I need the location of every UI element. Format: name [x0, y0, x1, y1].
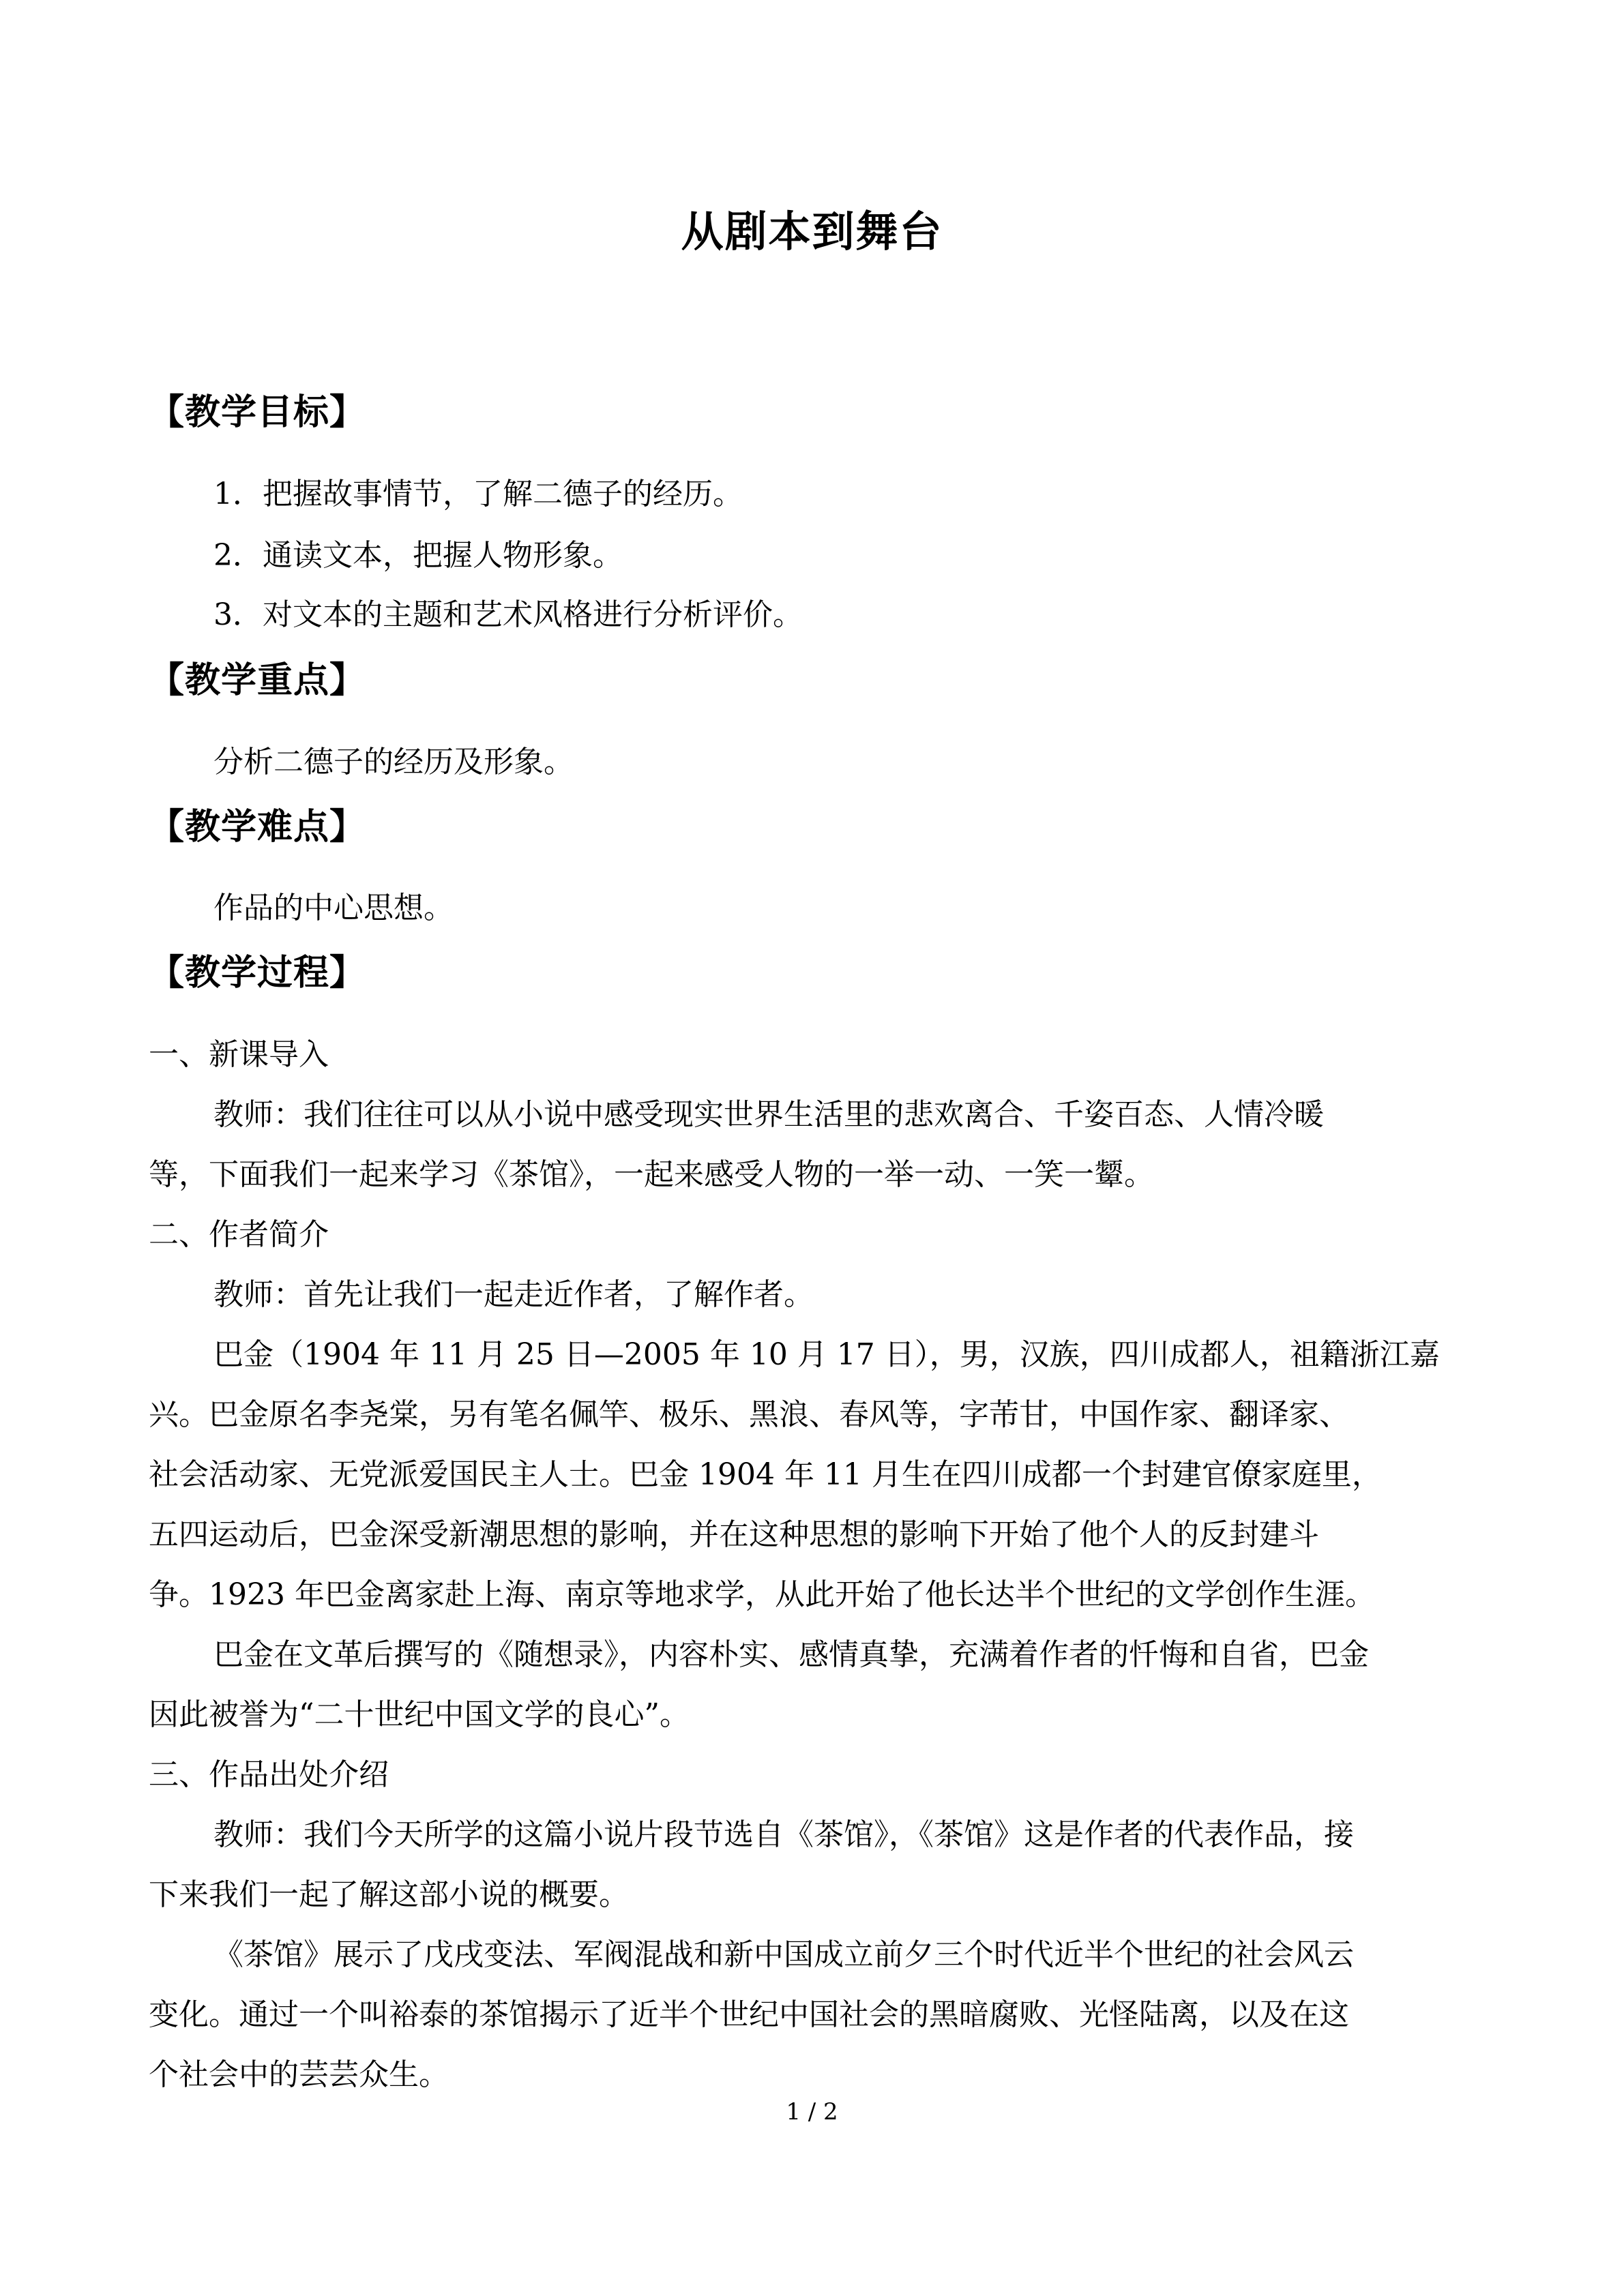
- heading-objectives: 【教学目标】: [149, 392, 366, 433]
- process-line: 巴金在文革后撰写的《随想录》，内容朴实、感情真挚，充满着作者的忏悔和自省，巴金: [213, 1637, 1369, 1672]
- process-line: 个社会中的芸芸众生。: [149, 2057, 449, 2092]
- process-line: 争。1923 年巴金离家赴上海、南京等地求学，从此开始了他长达半个世纪的文学创作生涯。: [149, 1577, 1375, 1612]
- process-subheading: 一、新课导入: [149, 1037, 329, 1072]
- heading-key-points: 【教学重点】: [149, 660, 366, 701]
- process-line: 教师：我们往往可以从小说中感受现实世界生活里的悲欢离合、千姿百态、人情冷暖: [213, 1097, 1324, 1132]
- heading-process: 【教学过程】: [149, 953, 366, 994]
- process-line: 下来我们一起了解这部小说的概要。: [149, 1877, 629, 1912]
- difficulties-text: 作品的中心思想。: [213, 891, 454, 925]
- process-line: 因此被誉为“二十世纪中国文学的良心”。: [149, 1697, 690, 1732]
- page-title: 从剧本到舞台: [681, 207, 943, 256]
- process-line: 五四运动后，巴金深受新潮思想的影响，并在这种思想的影响下开始了他个人的反封建斗: [149, 1517, 1319, 1552]
- process-line: 教师：我们今天所学的这篇小说片段节选自《茶馆》，《茶馆》这是作者的代表作品，接: [213, 1817, 1354, 1852]
- process-subheading: 二、作者简介: [149, 1217, 329, 1252]
- page-number: 1 / 2: [786, 2098, 838, 2126]
- process-line: 社会活动家、无党派爱国民主人士。巴金 1904 年 11 月生在四川成都一个封建官僚家庭里，: [149, 1457, 1382, 1492]
- objective-item: 1．把握故事情节，了解二德子的经历。: [213, 477, 743, 511]
- objective-item: 2．通读文本，把握人物形象。: [213, 538, 623, 573]
- process-line: 变化。通过一个叫裕泰的茶馆揭示了近半个世纪中国社会的黑暗腐败、光怪陆离，以及在这: [149, 1997, 1349, 2032]
- process-line: 等，下面我们一起来学习《茶馆》，一起来感受人物的一举一动、一笑一颦。: [149, 1157, 1154, 1192]
- process-line: 兴。巴金原名李尧棠，另有笔名佩竿、极乐、黑浪、春风等，字芾甘，中国作家、翻译家、: [149, 1397, 1349, 1432]
- objective-item: 3．对文本的主题和艺术风格进行分析评价。: [213, 597, 803, 632]
- process-subheading: 三、作品出处介绍: [149, 1757, 389, 1792]
- heading-difficulties: 【教学难点】: [149, 807, 366, 848]
- process-line: 巴金（1904 年 11 月 25 日—2005 年 10 月 17 日），男，汉族，四川成都人，祖籍浙江嘉: [213, 1337, 1440, 1372]
- process-line: 《茶馆》展示了戊戌变法、军阀混战和新中国成立前夕三个时代近半个世纪的社会风云: [213, 1937, 1354, 1972]
- key-points-text: 分析二德子的经历及形象。: [213, 745, 574, 779]
- process-line: 教师：首先让我们一起走近作者，了解作者。: [213, 1277, 814, 1312]
